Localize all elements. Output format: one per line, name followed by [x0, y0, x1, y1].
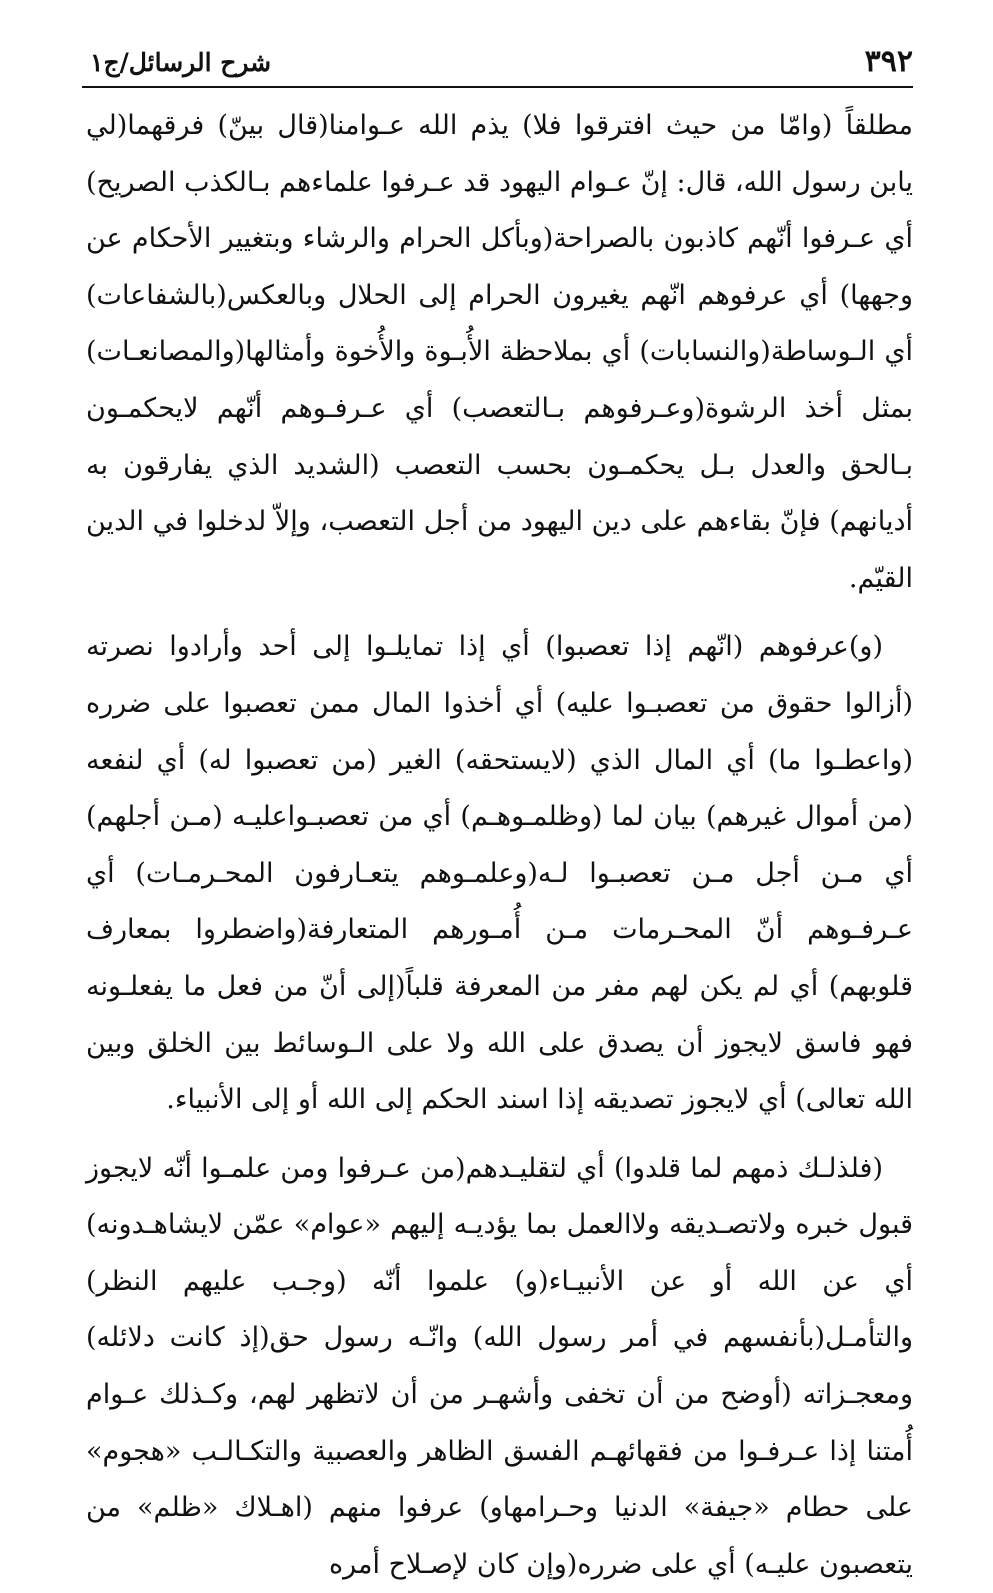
paragraph-2: (و)عرفوهم (انّهم إذا تعصبوا) أي إذا تمايلـوا إلى أحد وأرادوا نصرته (أزالوا حقوق من تعصبـوا عليه) أي أخذوا المال ممن تعصبوا على ضرره (واعطـوا ما) أي المال الذي (لايستحقه) الغير (من تعصبوا له) أي لنفعه (من أموال غيرهم) بيان لما (وظلمـوهـم) أي من تعصبـواعليـه (مـن أجلهم) أي مـن أجل مـن تعصبـوا لـه(وعلمـوهم يتعـارفون المحـرمـات) أي عـرفـوهم أنّ المحـرمات مـن أُمـورهم المتعارفة(واضطروا بمعارف قلوبهم) أي لم يكن لهم مفر من المعرفة قلباً(إلى أنّ من فعل ما يفعلـونه فهو فاسق لايجوز أن يصدق على الله ولا على الـوسائط بين الخلق وبين الله تعالى) أي لايجوز تصديقه إذا اسند الحكم إلى الله أو إلى الأنبياء. [86, 631, 913, 1116]
paragraph-3: (فلذلـك ذمهم لما قلدوا) أي لتقليـدهم(من عـرفوا ومن علمـوا أنّه لايجوز قبول خبره ولاتصـديقه ولاالعمل بما يؤديـه إليهم «عوام» عمّن لايشاهـدونه) أي عن الله أو عن الأنبيـاء(و) علموا أنّه (وجـب عليهم النظر) والتأمـل(بأنفسهم في أمر رسول الله) وانّـه رسول حق(إذ كانت دلائله) ومعجـزاته (أوضح من أن تخفى وأشهـر من أن لاتظهر لهم، وكـذلك عـوام أُمتنا إذا عـرفـوا من فقهائهـم الفسق الظاهر والعصبية والتكـالـب «هجوم» على حطام «جيفة» الدنيا وحـرامهاو) عرفوا منهم (اهـلاك «ظلم» من يتعصبون عليـه) أي على ضرره(وإن كان لإصـلاح أمره [86, 1152, 913, 1580]
running-title: شرح الرسائل/ج١ [90, 48, 272, 77]
header-rule [82, 86, 913, 88]
paragraph-1: مطلقاً (وامّا من حيث افترقوا فلا) يذم الله عـوامنا(قال بينّ) فرقهما(لي يابن رسول الله، قال: إنّ عـوام اليهود قد عـرفوا علماءهم بـالكذب الصريح) أي عـرفوا أنّهم كاذبون بالصراحة(وبأكل الحرام والرشاء وبتغيير الأحكام عن وجهها) أي عرفوهم انّهم يغيرون الحرام إلى الحلال وبالعكس(بالشفاعات) أي الـوساطة(والنسابات) أي بملاحظة الأُبـوة والأُخوة وأمثالها(والمصانعـات) بمثل أخذ الرشوة(وعـرفوهم بـالتعصب) أي عـرفـوهم أنّهم لايحكمـون بـالحق والعدل بـل يحكمـون بحسب التعصب (الشديد الذي يفارقون به أديانهم) فإنّ بقاءهم على دين اليهود من أجل التعصب، وإلاّ لدخلوا في الدين القيّم. [86, 110, 913, 594]
page-header [90, 40, 913, 88]
body-text [86, 98, 913, 1593]
page-number: ٣٩٢ [864, 44, 913, 79]
